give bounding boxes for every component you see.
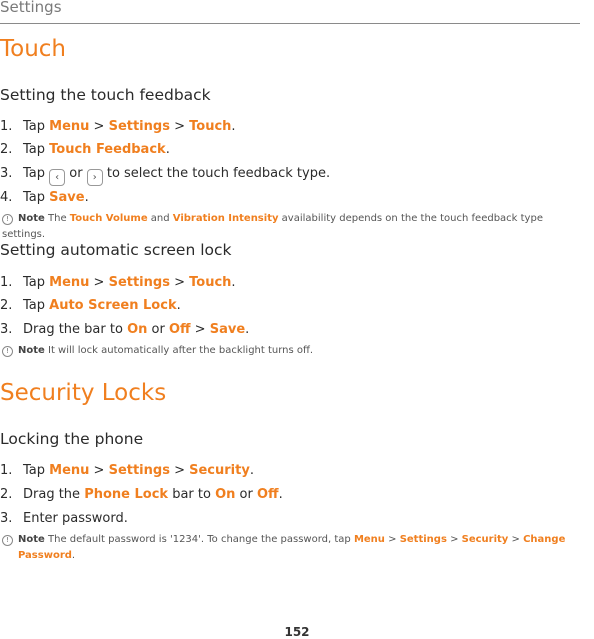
page-header <box>0 0 580 24</box>
page-number: 152 <box>284 625 310 639</box>
note-screen-lock: ! Note It will lock automatically after the backlight turns off. <box>2 343 588 359</box>
heading-locking-phone: Locking the phone <box>0 430 144 448</box>
step-1: 1. Tap Menu > Settings > Security. <box>0 463 254 478</box>
note-touch-feedback: ! Note The Touch Volume and Vibration Intensity availability depends on the the touch feedback type settings. <box>2 213 543 240</box>
info-icon: ! <box>2 346 13 357</box>
step-2: 2. Drag the Phone Lock bar to On or Off. <box>0 487 283 502</box>
info-icon: ! <box>2 214 13 225</box>
step-4: 4. Tap Save. <box>0 190 89 205</box>
info-icon: ! <box>2 535 13 546</box>
step-1: 1. Tap Menu > Settings > Touch. <box>0 275 236 290</box>
step-1: 1. Tap Menu > Settings > Touch. <box>0 119 236 134</box>
section-title-touch: Touch <box>0 36 67 62</box>
step-3: 3. Enter password. <box>0 511 128 526</box>
header-title: Settings <box>0 0 62 16</box>
heading-screen-lock: Setting automatic screen lock <box>0 241 232 259</box>
section-title-security: Security Locks <box>0 380 167 406</box>
step-2: 2. Tap Touch Feedback. <box>0 142 170 157</box>
chevron-right-icon: › <box>87 169 103 186</box>
step-3: 3. Drag the bar to On or Off > Save. <box>0 322 250 337</box>
step-3: 3. Tap ‹ or › to select the touch feedback type. <box>0 166 330 186</box>
note-phone-lock: ! Note The default password is '1234'. To change the password, tap Menu > Settings > Security > Change Password. <box>2 532 588 564</box>
chevron-left-icon: ‹ <box>49 169 65 186</box>
heading-touch-feedback: Setting the touch feedback <box>0 86 211 104</box>
step-2: 2. Tap Auto Screen Lock. <box>0 298 181 313</box>
